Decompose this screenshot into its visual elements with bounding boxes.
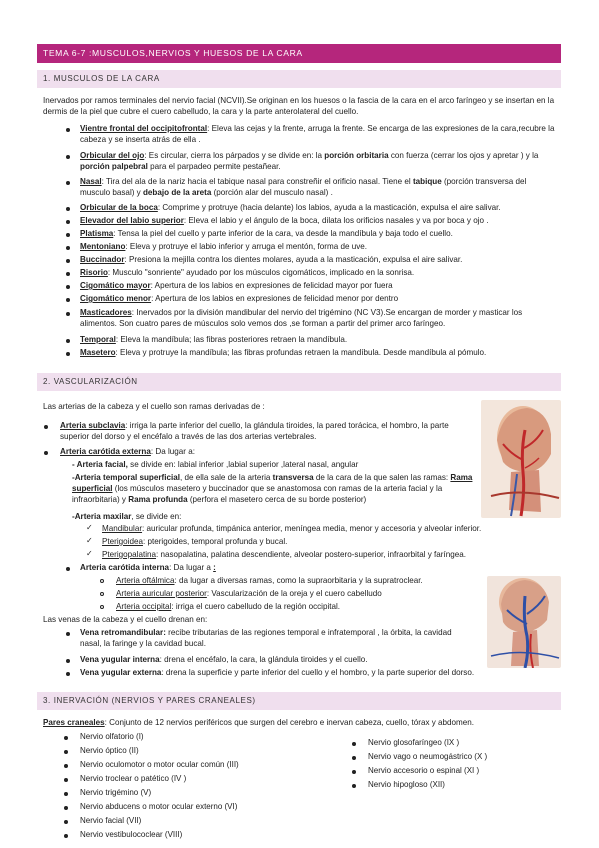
artery-desc: , de ella sale de la arteria [179, 473, 273, 482]
muscle-name: Orbicular de la boca [80, 203, 158, 212]
muscle-desc: : Eleva las cejas y la frente, arruga la frente. Se encarga de las expresiones de la cara,recubre la cabeza y se inserta atrás de ella . [80, 124, 555, 145]
artery-facial [72, 459, 472, 470]
artery-desc: se divide en: labial inferior ,labial superior ,lateral nasal, angular [127, 460, 359, 469]
maxilar-branch [102, 536, 502, 547]
section2-intro: Las arterias de la cabeza y el cuello son ramas derivadas de : [43, 402, 265, 411]
cranial-nerve-item: Nervio óptico (II) [80, 746, 139, 755]
muscle-term: debajo de la areta [142, 188, 212, 198]
artery-subclavia [60, 420, 478, 442]
muscle-desc: : Eleva y protruye el labio inferior y arruga el mentón, forma de uve. [125, 242, 368, 251]
muscle-item [80, 202, 556, 213]
muscle-item [80, 228, 556, 239]
bullet [352, 770, 356, 774]
artery-desc: : Da lugar a: [150, 447, 195, 456]
artery-name: -Arteria maxilar [72, 512, 132, 521]
muscle-desc: : Presiona la mejilla contra los dientes molares, ayuda a la masticación, expulsa el aire salivar. [124, 255, 463, 264]
vein-name: Vena retromandibular: [80, 628, 166, 637]
muscle-desc: : Musculo "sonriente" ayudado por los músculos cigomáticos, implicado en la sonrisa. [107, 268, 415, 277]
artery-term: : [213, 563, 216, 572]
muscle-desc: : Eleva y protruye la mandíbula; las fibras profundas retraen la mandíbula. Desde mandíbula al pómulo. [115, 348, 487, 357]
maxilar-branch [102, 523, 562, 534]
cranial-nerve-item: Nervio abducens o motor ocular externo (VI) [80, 802, 238, 811]
muscle-name: Platisma [80, 229, 114, 238]
bullet [66, 233, 70, 237]
muscle-name: Cigomático mayor [80, 281, 151, 290]
muscle-name: Mentoniano [80, 242, 126, 251]
head-neck-veins-illustration [487, 576, 561, 668]
muscle-name: Risorio [80, 268, 108, 277]
branch-desc: : auricular profunda, timpánica anterior, meníngea media, menor y accesoria y alveolar inferior. [142, 524, 482, 533]
muscle-item [80, 215, 556, 226]
artery-name: Arteria carótida externa [60, 447, 151, 456]
bullet [64, 820, 68, 824]
vein-desc: : drena la superficie y parte inferior del cuello y el hombro, y la parte superior del dorso. [161, 668, 475, 677]
circle-bullet [100, 579, 104, 583]
muscle-item [80, 150, 556, 172]
cranial-nerve-item: Nervio facial (VII) [80, 816, 142, 825]
checkmark-icon: ✓ [86, 536, 93, 545]
checkmark-icon: ✓ [86, 523, 93, 532]
muscle-desc: : Apertura de los labios en expresiones de felicidad menor por dentro [151, 294, 399, 303]
bullet [66, 567, 70, 571]
section-heading-inervacion: 3. INERVACIÓN (NERVIOS Y PARES CRANEALES) [37, 692, 561, 710]
pares-craneales-intro [43, 717, 558, 728]
bullet [66, 298, 70, 302]
section1-intro: Inervados por ramos terminales del nervio facial (NCVII).Se originan en los huesos o la fascia de la cara en el arco faríngeo y se insertan en la dermis de la piel que cubre el cuero cabelludo, la cara y la parte anterolateral del cuello. [43, 96, 555, 117]
muscle-desc: para el parpadeo permite pestañear. [147, 162, 281, 172]
bullet [66, 220, 70, 224]
bullet [66, 285, 70, 289]
muscle-item [80, 241, 556, 252]
bullet [66, 259, 70, 263]
cranial-nerve-item: Nervio trigémino (V) [80, 788, 152, 797]
branch-desc: : da lugar a diversas ramas, como la supraorbitaria y la supratroclear. [174, 576, 423, 585]
document-title: TEMA 6-7 :MUSCULOS,NERVIOS Y HUESOS DE LA CARA [37, 44, 561, 63]
bullet [64, 778, 68, 782]
vein-item [80, 654, 480, 665]
bullet [66, 246, 70, 250]
muscle-item [80, 307, 556, 329]
cranial-nerve-item: Nervio hipogloso (XII) [368, 780, 445, 789]
branch-desc: : Vascularización de la oreja y el cuero cabelludo [206, 589, 382, 598]
bullet [66, 352, 70, 356]
bullet [66, 632, 70, 636]
artery-term: Rama superficial [72, 473, 473, 494]
muscle-name: Temporal [80, 335, 116, 344]
muscle-item [80, 267, 556, 278]
bullet [352, 784, 356, 788]
bullet [66, 272, 70, 276]
artery-term: transversa [272, 473, 314, 482]
bullet [44, 451, 48, 455]
muscle-desc: : Tira del ala de la nariz hacia el tabique nasal para constreñir el orificio nasal. Tiene el [101, 177, 413, 186]
muscle-item [80, 347, 556, 358]
section-heading-musculos: 1. MUSCULOS DE LA CARA [37, 70, 561, 88]
bullet [64, 764, 68, 768]
artery-desc: (los músculos masetero y buccinador que se anastomosa con ramas de la arteria facial y la infraorbitaria) y [72, 484, 443, 505]
cranial-nerve-item: Nervio olfatorio (I) [80, 732, 144, 741]
term-name: Pares craneales [43, 718, 105, 727]
bullet [64, 792, 68, 796]
bullet [66, 312, 70, 316]
bullet [66, 181, 70, 185]
muscle-term: porción orbitaria [324, 151, 389, 160]
branch-desc: : nasopalatina, palatina descendiente, alveolar postero-superior, infraorbital y faríngea. [156, 550, 467, 559]
artery-carotida-externa [60, 446, 478, 457]
bullet [66, 672, 70, 676]
bullet [44, 425, 48, 429]
muscle-desc: con fuerza (cerrar los ojos y apretar ) y la [388, 151, 539, 160]
cranial-nerve-item: Nervio vago o neumogástrico (X ) [368, 752, 488, 761]
artery-carotida-interna [80, 562, 480, 573]
vein-name: Vena yugular externa [80, 668, 162, 677]
checkmark-icon: ✓ [86, 549, 93, 558]
branch-name: Mandibular [102, 524, 143, 533]
muscle-item [80, 123, 556, 145]
artery-desc: , se divide en: [131, 512, 182, 521]
artery-prefix: -Arteria [72, 473, 104, 482]
muscle-desc: : Inervados por la división mandibular del nervio del trigémino (NC V3).Se encargan de morder y masticar los alimentos. Son cuatro pares de músculos solo vemos dos ,se forman a partir del primer arco faríngeo. [80, 308, 523, 329]
artery-name: Arteria carótida interna [80, 563, 170, 572]
branch-name: Arteria occipital [116, 602, 172, 611]
muscle-name: Vientre frontal del occipitofrontal [80, 124, 208, 133]
bullet [66, 659, 70, 663]
bullet [64, 736, 68, 740]
muscle-desc: : Comprime y protruye (hacia delante) los labios, ayuda a la masticación, expulsa el aire salivar. [157, 203, 501, 212]
muscle-name: Masticadores [80, 308, 132, 317]
artery-maxilar [72, 511, 472, 522]
muscle-item [80, 254, 556, 265]
muscle-item [80, 176, 556, 198]
muscle-name: Cigomático menor [80, 294, 152, 303]
circle-bullet [100, 605, 104, 609]
head-neck-arteries-illustration [481, 400, 561, 518]
muscle-desc: : Tensa la piel del cuello y parte inferior de la cara, va desde la mandíbula y baja todo el cuello. [113, 229, 453, 238]
muscle-item [80, 293, 556, 304]
artery-term: Rama profunda [128, 495, 188, 505]
muscle-desc: (porción transversa del musculo basal) y [80, 177, 527, 198]
vein-desc: : drena el encéfalo, la cara, la glándula tiroides y el cuello. [159, 655, 368, 664]
muscle-name: Buccinador [80, 255, 125, 264]
muscle-desc: : Eleva el labio y el ángulo de la boca, dilata los orificios nasales y va por boca y ojo . [183, 216, 489, 225]
interna-branch [116, 588, 476, 599]
vein-desc: recibe tributarias de las regiones temporal e infratemporal , la órbita, la cavidad nasal, la faringe y la cavidad bucal. [80, 628, 452, 649]
artery-name: temporal superficial [103, 473, 180, 482]
interna-branch [116, 575, 476, 586]
artery-desc: : irriga la parte inferior del cuello, la glándula tiroides, la pared torácica, el hombro, la parte superior del dorso y el encéfalo a través de las dos arterias vertebrales. [60, 421, 449, 442]
maxilar-branch [102, 549, 562, 560]
venas-intro: Las venas de la cabeza y el cuello drenan en: [43, 615, 208, 624]
bullet [66, 339, 70, 343]
bullet [64, 834, 68, 838]
cranial-nerve-item: Nervio oculomotor o motor ocular común (III) [80, 760, 239, 769]
vein-item [80, 667, 560, 678]
muscle-desc: : Es circular, cierra los párpados y se divide en: la [144, 151, 325, 160]
muscle-item [80, 334, 556, 345]
branch-name: Arteria auricular posterior [116, 589, 207, 598]
muscle-name: Masetero [80, 348, 116, 357]
muscle-term: porción palpebral [80, 162, 148, 172]
vein-item [80, 627, 472, 649]
circle-bullet [100, 592, 104, 596]
vein-name: Vena yugular interna [80, 655, 160, 664]
cranial-nerve-item: Nervio troclear o patético (IV ) [80, 774, 187, 783]
muscle-desc: (porción alar del musculo nasal) . [211, 188, 333, 198]
branch-name: Pterigoidea [102, 537, 143, 546]
muscle-name: Nasal [80, 177, 102, 186]
bullet [64, 750, 68, 754]
bullet [352, 742, 356, 746]
artery-desc: : Da lugar a [169, 563, 214, 572]
muscle-item [80, 280, 556, 291]
bullet [66, 128, 70, 132]
muscle-name: Orbicular del ojo [80, 151, 145, 160]
branch-name: Arteria oftálmica [116, 576, 175, 585]
section-heading-vascularizacion: 2. VASCULARIZACIÓN [37, 373, 561, 391]
muscle-name: Elevador del labio superior [80, 216, 184, 225]
branch-desc: : pterigoides, temporal profunda y bucal. [142, 537, 288, 546]
artery-desc: de la cara de la que salen las ramas: [313, 473, 451, 482]
bullet [66, 155, 70, 159]
branch-name: Pterigopalatina [102, 550, 156, 559]
artery-temporal [72, 472, 480, 506]
bullet [352, 756, 356, 760]
artery-name: - Arteria facial, [72, 460, 128, 469]
muscle-desc: : Apertura de los labios en expresiones de felicidad mayor por fuera [150, 281, 393, 290]
cranial-nerve-item: Nervio glosofaríngeo (IX ) [368, 738, 460, 747]
cranial-nerve-item: Nervio accesorio o espinal (XI ) [368, 766, 480, 775]
branch-desc: : irriga el cuero cabelludo de la región occipital. [171, 602, 341, 611]
artery-desc: (perfora el masetero cerca de su borde posterior) [187, 495, 367, 505]
interna-branch [116, 601, 476, 612]
bullet [66, 207, 70, 211]
cranial-nerve-item: Nervio vestibulococlear (VIII) [80, 830, 183, 839]
term-desc: : Conjunto de 12 nervios periféricos que surgen del cerebro e inervan cabeza, cuello, tórax y abdomen. [104, 718, 475, 727]
muscle-desc: : Eleva la mandíbula; las fibras posteriores retraen la mandíbula. [115, 335, 348, 344]
artery-name: Arteria subclavia [60, 421, 126, 430]
bullet [64, 806, 68, 810]
muscle-term: tabique [412, 177, 442, 186]
